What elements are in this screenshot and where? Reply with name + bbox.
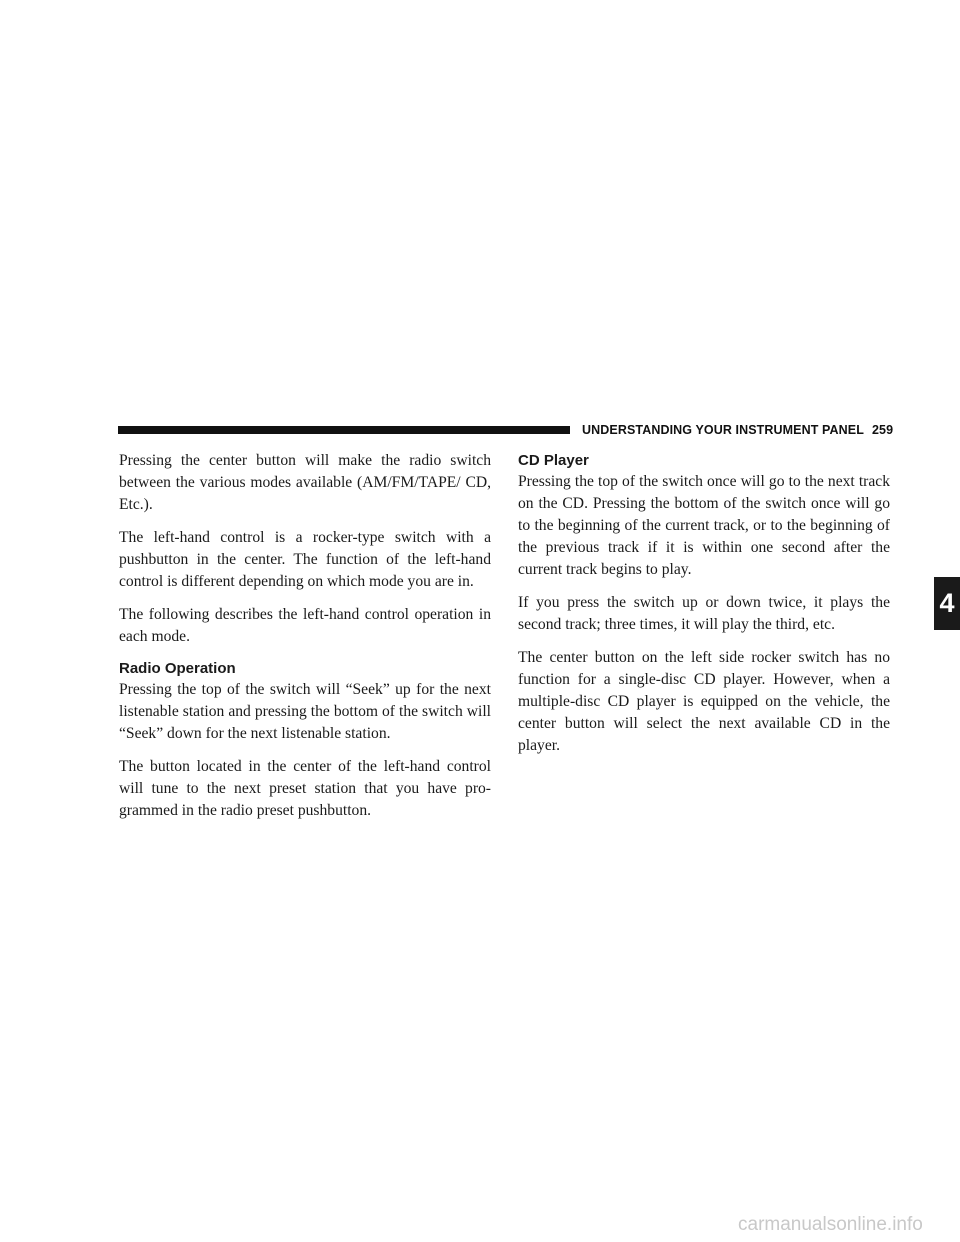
paragraph-center-button: The center button on the left side rocker switch has no function for a single-disc CD player. However, when a multiple-disc CD player is equipped on the vehicle, the center button will select the next available CD in the player. — [518, 649, 890, 754]
section-title: UNDERSTANDING YOUR INSTRUMENT PANEL — [582, 423, 864, 437]
paragraph-each-mode: The following describes the left-hand control operation in each mode. — [119, 606, 491, 645]
paragraph-track-skip: Pressing the top of the switch once will go to the next track on the CD. Pressing the bottom of the switch once will go to the beginning of the current track, or to the beginning of the previous track if it is within one second after the current track begins to play. — [518, 473, 890, 578]
heading-cd-player: CD Player — [518, 452, 589, 469]
paragraph-press-twice: If you press the switch up or down twice, it plays the second track; three times, it will play the third, etc. — [518, 594, 890, 633]
heading-radio-operation: Radio Operation — [119, 660, 236, 677]
running-header — [582, 423, 893, 437]
paragraph-rocker-switch: The left-hand control is a rocker-type switch with a pushbutton in the center. The function of the left-hand control is different depending on which mode you are in. — [119, 529, 491, 590]
paragraph-preset: The button located in the center of the left-hand control will tune to the next preset station that you have pro- grammed in the radio preset pushbutton. — [119, 758, 491, 819]
header-rule — [118, 426, 570, 434]
right-column — [518, 450, 890, 768]
paragraph-modes: Pressing the center button will make the radio switch between the various modes available (AM/FM/TAPE/ CD, Etc.). — [119, 452, 491, 513]
watermark: carmanualsonline.info — [738, 1214, 923, 1235]
page-number: 259 — [871, 423, 894, 437]
chapter-tab: 4 — [934, 577, 960, 630]
left-column — [119, 450, 491, 833]
paragraph-seek: Pressing the top of the switch will “Seek” up for the next listenable station and pressing the bottom of the switch will “Seek” down for the next listenable station. — [119, 681, 491, 742]
